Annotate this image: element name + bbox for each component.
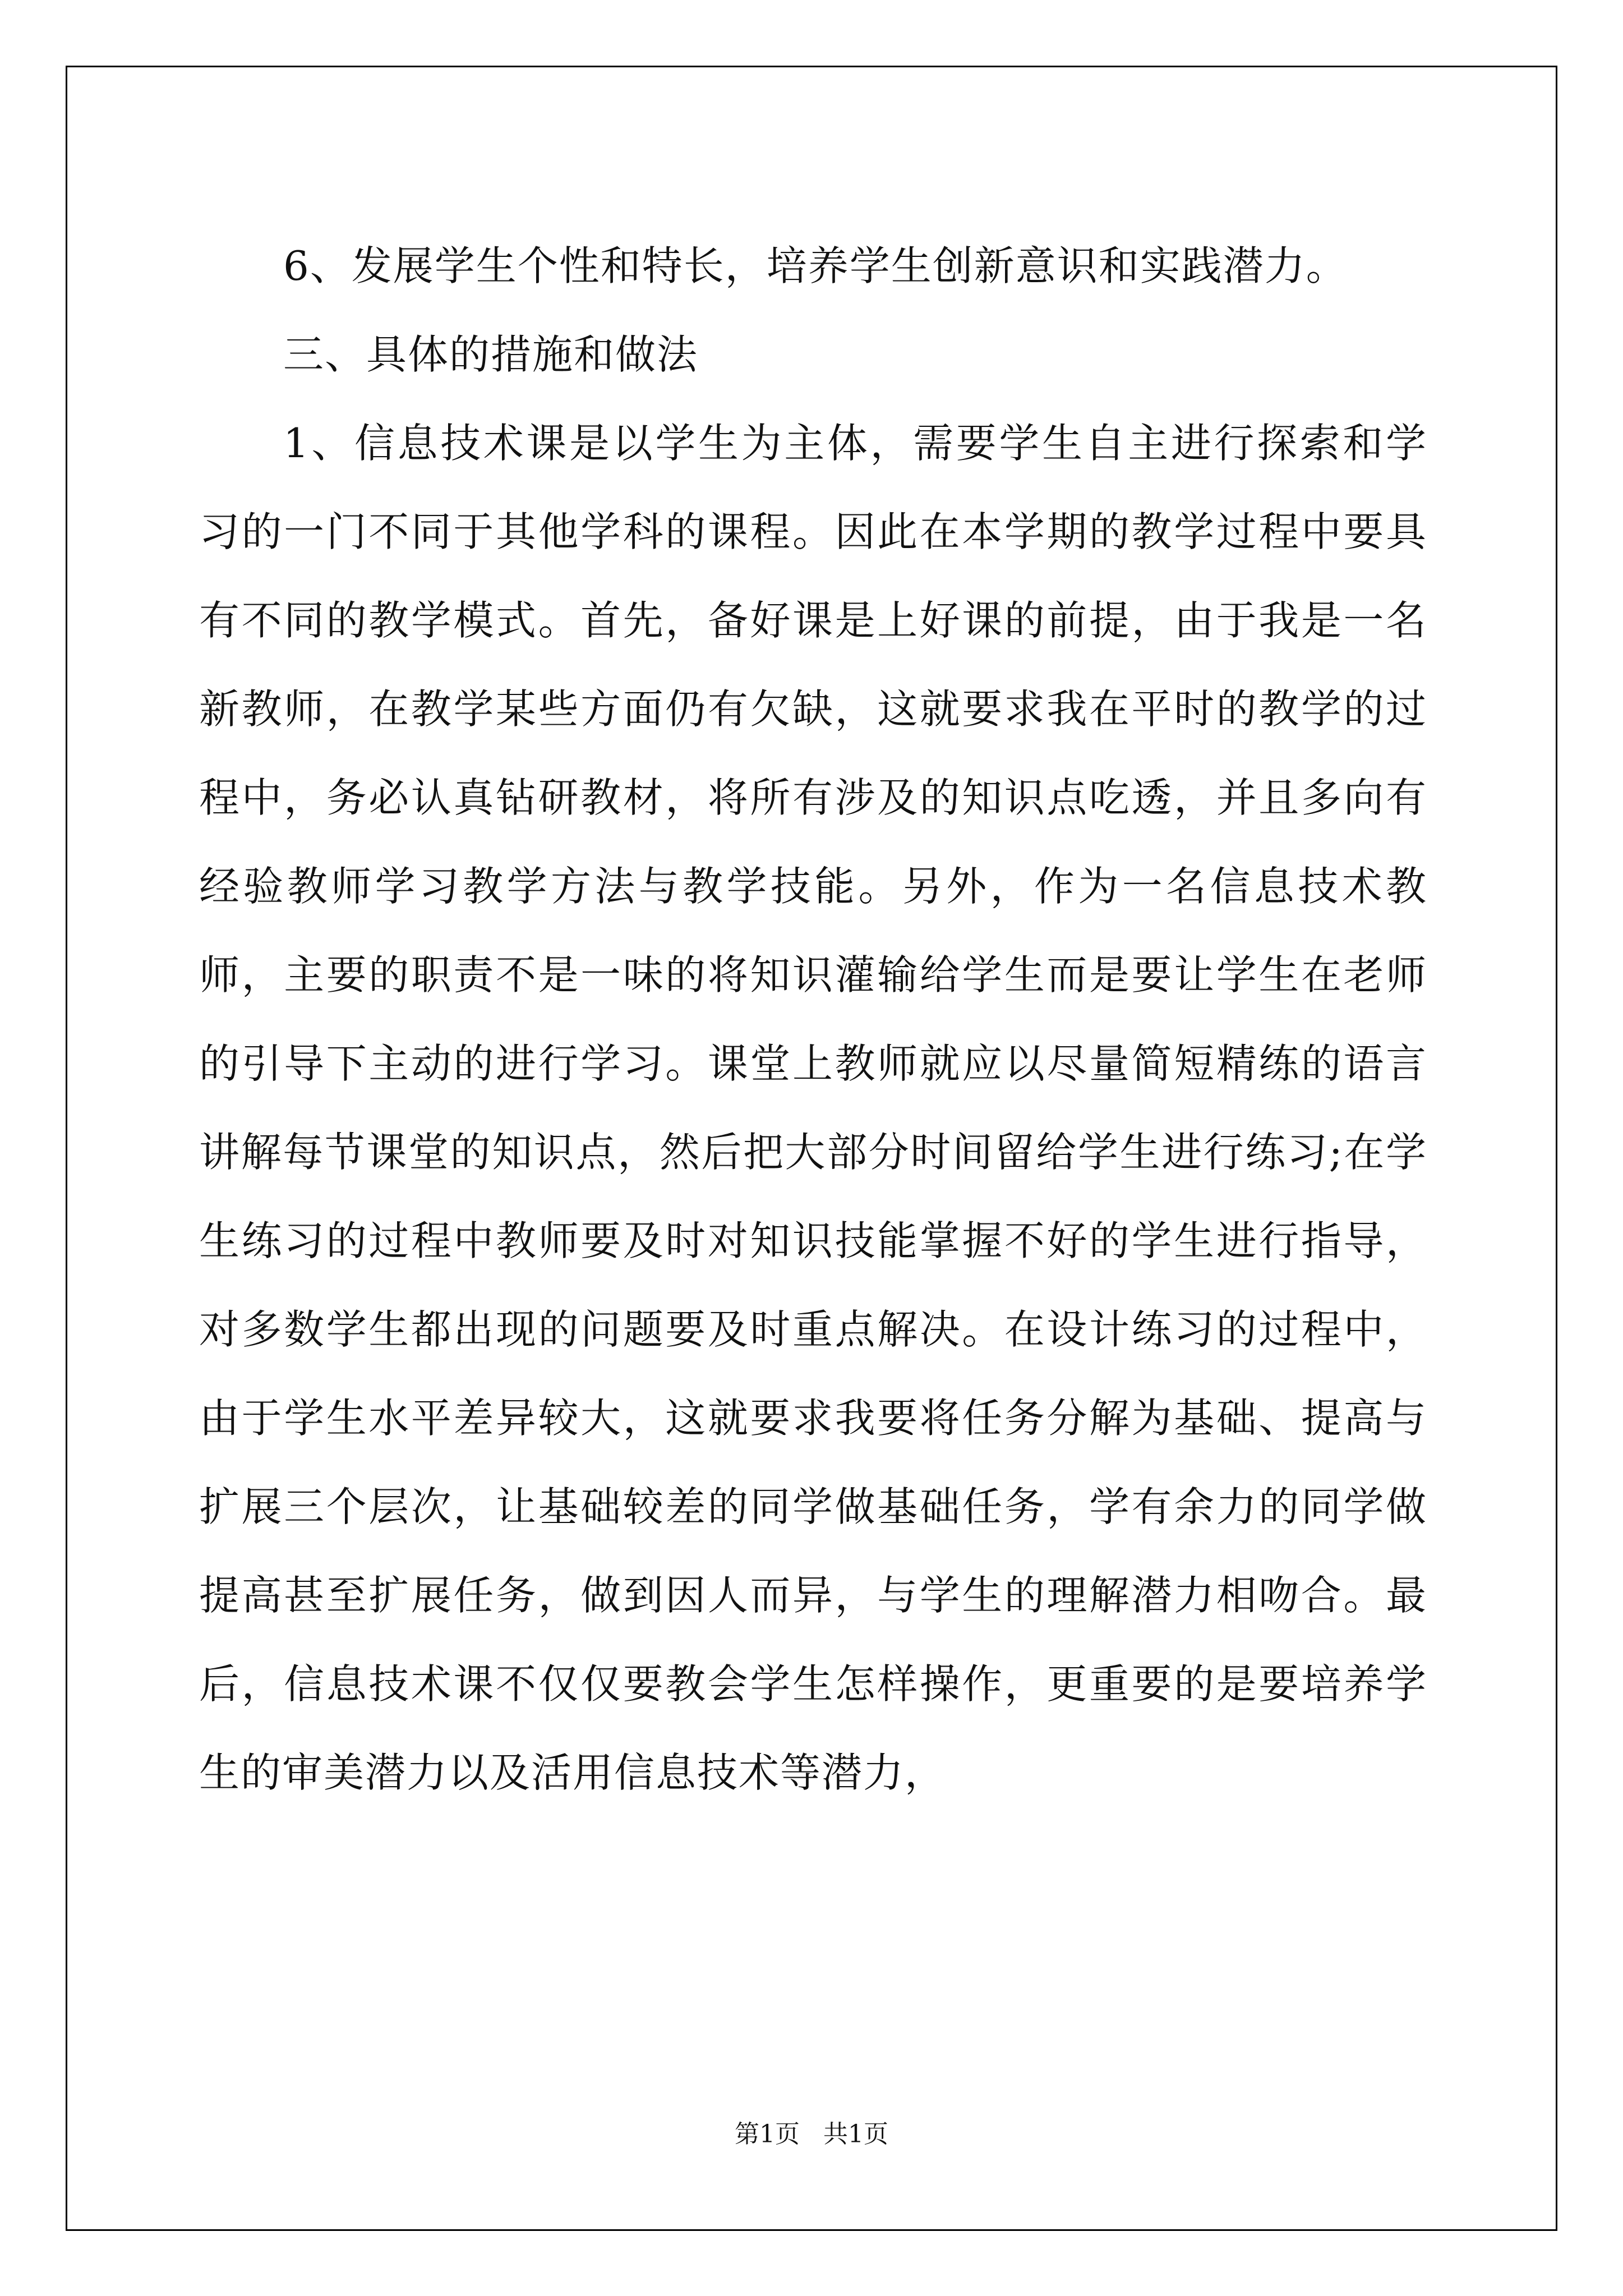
paragraph-item-6: 6、发展学生个性和特长，培养学生创新意识和实践潜力。 [283, 242, 1348, 289]
section-heading-3: 三、具体的措施和做法 [283, 331, 699, 378]
page-number-current: 第1页 [735, 2120, 800, 2148]
document-body [199, 222, 1427, 1817]
page-number-total: 共1页 [823, 2120, 888, 2148]
paragraph-item-1: 1、信息技术课是以学生为主体，需要学生自主进行探索和学习的一门不同于其他学科的课程。因此在本学期的教学过程中要具有不同的教学模式。首先，备好课是上好课的前提，由于我是一名新教师，在教学某些方面仍有欠缺，这就要求我在平时的教学的过程中，务必认真钻研教材，将所有涉及的知识点吃透，并且多向有经验教师学习教学方法与教学技能。另外，作为一名信息技术教师，主要的职责不是一味的将知识灌输给学生而是要让学生在老师的引导下主动的进行学习。课堂上教师就应以尽量简短精练的语言讲解每节课堂的知识点，然后把大部分时间留给学生进行练习;在学生练习的过程中教师要及时对知识技能掌握不好的学生进行指导，对多数学生都出现的问题要及时重点解决。在设计练习的过程中，由于学生水平差异较大，这就要求我要将任务分解为基础、提高与扩展三个层次，让基础较差的同学做基础任务，学有余力的同学做提高甚至扩展任务，做到因人而异，与学生的理解潜力相吻合。最后，信息技术课不仅仅要教会学生怎样操作，更重要的是要培养学生的审美潜力以及活用信息技术等潜力， [199, 420, 1427, 1796]
page-footer [0, 2118, 1623, 2151]
